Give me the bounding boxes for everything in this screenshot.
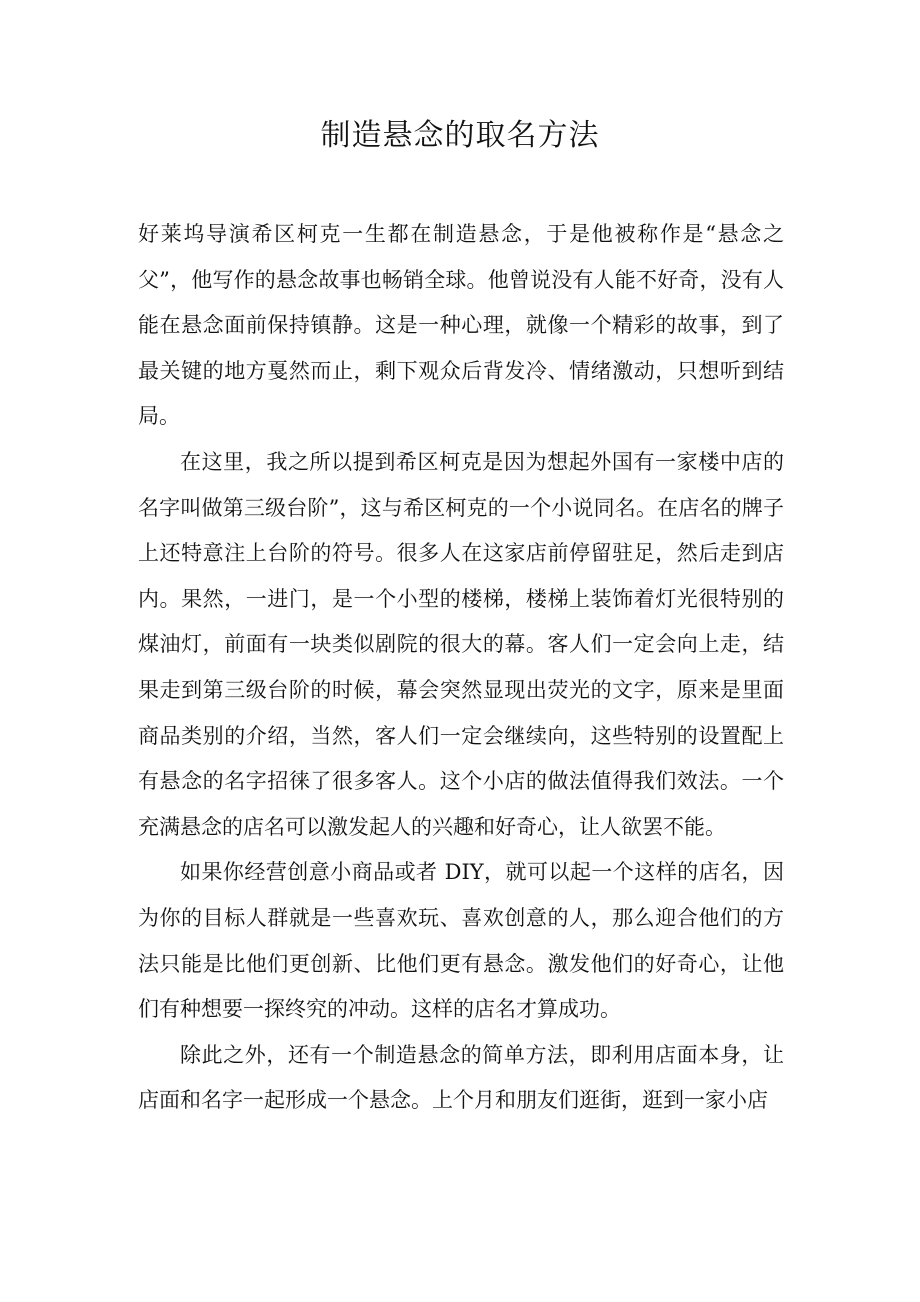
page-title: 制造悬念的取名方法 <box>320 118 600 153</box>
paragraph-4: 除此之外，还有一个制造悬念的简单方法，即利用店面本身，让店面和名字一起形成一个悬念。上个月和朋友们逛街，逛到一家小店 <box>138 1042 784 1113</box>
paragraph-3: 如果你经营创意小商品或者 DIY，就可以起一个这样的店名，因为你的目标人群就是一些喜欢玩、喜欢创意的人，那么迎合他们的方法只能是比他们更创新、比他们更有悬念。激发他们的好奇心，让他们有种想要一探终究的冲动。这样的店名才算成功。 <box>138 860 784 1022</box>
document-body <box>138 212 784 1124</box>
paragraph-2: 在这里，我之所以提到希区柯克是因为想起外国有一家楼中店的名字叫做第三级台阶”，这与希区柯克的一个小说同名。在店名的牌子上还特意注上台阶的符号。很多人在这家店前停留驻足，然后走到店内。果然，一进门，是一个小型的楼梯，楼梯上装饰着灯光很特别的煤油灯，前面有一块类似剧院的很大的幕。客人们一定会向上走，结果走到第三级台阶的时候，幕会突然显现出荧光的文字，原来是里面商品类别的介绍，当然，客人们一定会继续向，这些特别的设置配上有悬念的名字招徕了很多客人。这个小店的做法值得我们效法。一个充满悬念的店名可以激发起人的兴趣和好奇心，让人欲罢不能。 <box>138 449 784 839</box>
paragraph-1: 好莱坞导演希区柯克一生都在制造悬念，于是他被称作是“悬念之父”，他写作的悬念故事也畅销全球。他曾说没有人能不好奇，没有人能在悬念面前保持镇静。这是一种心理，就像一个精彩的故事，到了最关键的地方戛然而止，剩下观众后背发冷、情绪激动，只想听到结局。 <box>138 222 784 429</box>
